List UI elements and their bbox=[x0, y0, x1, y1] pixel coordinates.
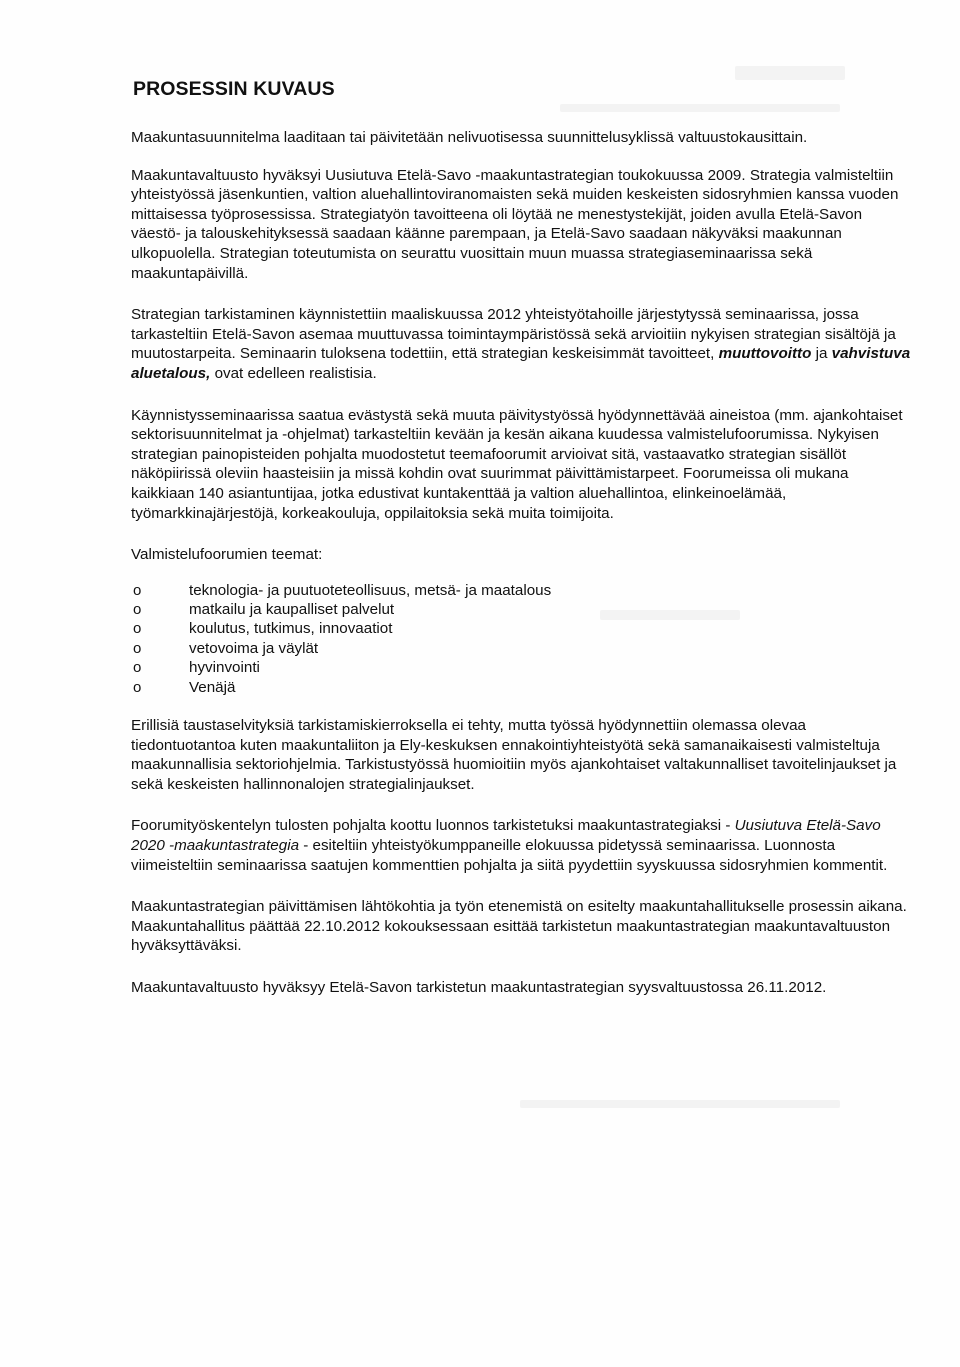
scan-shadow-mark bbox=[735, 66, 845, 80]
paragraph-review-start bbox=[131, 305, 911, 383]
list-item bbox=[131, 600, 911, 619]
forum-themes-list bbox=[131, 581, 911, 697]
bullet-marker: o bbox=[133, 620, 142, 638]
bullet-marker: o bbox=[133, 678, 142, 696]
list-item bbox=[131, 619, 911, 638]
paragraph-draft-text-a: Foorumityöskentelyn tulosten pohjalta koottu luonnos tarkistetuksi maakuntastrategiaksi - bbox=[131, 817, 735, 835]
bullet-marker: o bbox=[133, 639, 142, 657]
paragraph-council-approval: Maakuntavaltuusto hyväksyy Etelä-Savon tarkistetun maakuntastrategian syysvaltuustossa 26.11.2012. bbox=[131, 978, 827, 996]
paragraph-forum-themes-heading: Valmistelufoorumien teemat: bbox=[131, 546, 323, 564]
emphasis-strategy-name: Uusiutuva Etelä-Savo 2020 -maakuntastrategia bbox=[131, 817, 881, 854]
paragraph-intro: Maakuntasuunnitelma laaditaan tai päivitetään nelivuotisessa suunnittelusyklissä valtuustokausittain. bbox=[131, 129, 808, 146]
paragraph-forums: Käynnistysseminaarissa saatua evästystä sekä muuta päivitystyössä hyödynnettävää aineistoa (mm. ajankohtaiset sektorisuunnitelmat ja -ohjelmat) tarkasteltiin kevään ja kesän aikana kuudessa valmistelufoorumissa. Nykyisen strategian painopisteiden pohjalta muodostetut teemafoorumit arvioivat sitä, vastaavatko strategian sisällöt näköpiirissä oleviin haasteisiin ja missä kohdin ovat suurimmat päivittämistarpeet. Foorumeissa oli mukana kaikkiaan 140 asiantuntijaa, jotka edustivat kuntakenttää ja valtion aluehallintoa, elinkeinoelämää, työmarkkinajärjestöjä, korkeakouluja, oppilaitoksia sekä muita toimijoita. bbox=[131, 406, 903, 522]
paragraph-review-text-b: ja bbox=[811, 345, 832, 363]
paragraph-draft bbox=[131, 816, 911, 875]
document-body bbox=[131, 128, 911, 1020]
list-item bbox=[131, 678, 911, 697]
paragraph-draft-text-b: - esiteltiin yhteistyökumppaneille elokuussa pidetyssä seminaarissa. Luonnosta viimeisteltiin seminaarissa saatujen kommenttien pohjalta ja siitä pyydettiin syyskuussa sidosryhmien kommentit. bbox=[131, 837, 888, 874]
emphasis-regional-economy: vahvistuva aluetalous, bbox=[131, 345, 911, 382]
emphasis-migration-gain: muuttovoitto bbox=[718, 345, 812, 363]
paragraph-strategy-2009: Maakuntavaltuusto hyväksyi Uusiutuva Etelä-Savo -maakuntastrategian toukokuussa 2009. Strategia valmisteltiin yhteistyössä jäsenkuntien, valtion aluehallintoviranomaisten sekä muiden keskeisten sidosryhmien kanssa vuoden mittaisessa työprosessissa. Strategiatyön tavoitteena oli löytää ne menestystekijät, joiden avulla Etelä-Savon väestö- ja talouskehityksessä saadaan käänne parempaan, ja Etelä-Savo saadaan näkyväksi maakunnan ulkopuolella. Strategian toteutumista on seurattu vuosittain muun muassa strategiaseminaarissa sekä maakuntapäivillä. bbox=[131, 166, 899, 282]
bullet-marker: o bbox=[133, 659, 142, 677]
paragraph-board-decision: Maakuntastrategian päivittämisen lähtökohtia ja työn etenemistä on esitelty maakuntahallitukselle prosessin aikana. Maakuntahallitus päättää 22.10.2012 kokouksessaan esittää tarkistetun maakuntastrategian maakuntavaltuuston hyväksyttäväksi. bbox=[131, 898, 907, 955]
list-item-text: Venäjä bbox=[189, 678, 236, 696]
list-item-text: matkailu ja kaupalliset palvelut bbox=[189, 601, 395, 619]
page-title: PROSESSIN KUVAUS bbox=[133, 78, 335, 100]
paragraph-review-text-c: ovat edelleen realistisia. bbox=[210, 364, 377, 382]
bullet-marker: o bbox=[133, 601, 142, 619]
list-item bbox=[131, 581, 911, 600]
bullet-marker: o bbox=[133, 581, 142, 599]
scan-shadow-mark bbox=[520, 1100, 840, 1108]
paragraph-background-studies: Erillisiä taustaselvityksiä tarkistamiskierroksella ei tehty, mutta työssä hyödynnettiin olemassa olevaa tiedontuotantoa kuten maakuntaliiton ja Ely-keskuksen ennakointiyhteistyötä sekä samanaikaisesti valmisteltuja maakunnallisia sektoriohjelmia. Tarkistustyössä huomioitiin myös ajankohtaiset valtakunnalliset tavoitelinjaukset ja sekä keskeisten hallinnonalojen strategialinjaukset. bbox=[131, 717, 897, 793]
scan-shadow-mark bbox=[560, 104, 840, 112]
list-item-text: hyvinvointi bbox=[189, 659, 260, 677]
paragraph-review-text-a: Strategian tarkistaminen käynnistettiin maaliskuussa 2012 yhteistyötahoille järjestytyssä seminaarissa, jossa tarkasteltiin Etelä-Savon asemaa muuttuvassa toimintaympäristössä sekä arvioitiin nykyisen strategian sisältöjä ja muutostarpeita. Seminaarin tuloksena todettiin, että strategian keskeisimmät tavoitteet, bbox=[131, 306, 896, 363]
list-item-text: teknologia- ja puutuoteteollisuus, metsä- ja maatalous bbox=[189, 581, 552, 599]
list-item bbox=[131, 639, 911, 658]
list-item bbox=[131, 658, 911, 677]
list-item-text: koulutus, tutkimus, innovaatiot bbox=[189, 620, 393, 638]
list-item-text: vetovoima ja väylät bbox=[189, 639, 319, 657]
